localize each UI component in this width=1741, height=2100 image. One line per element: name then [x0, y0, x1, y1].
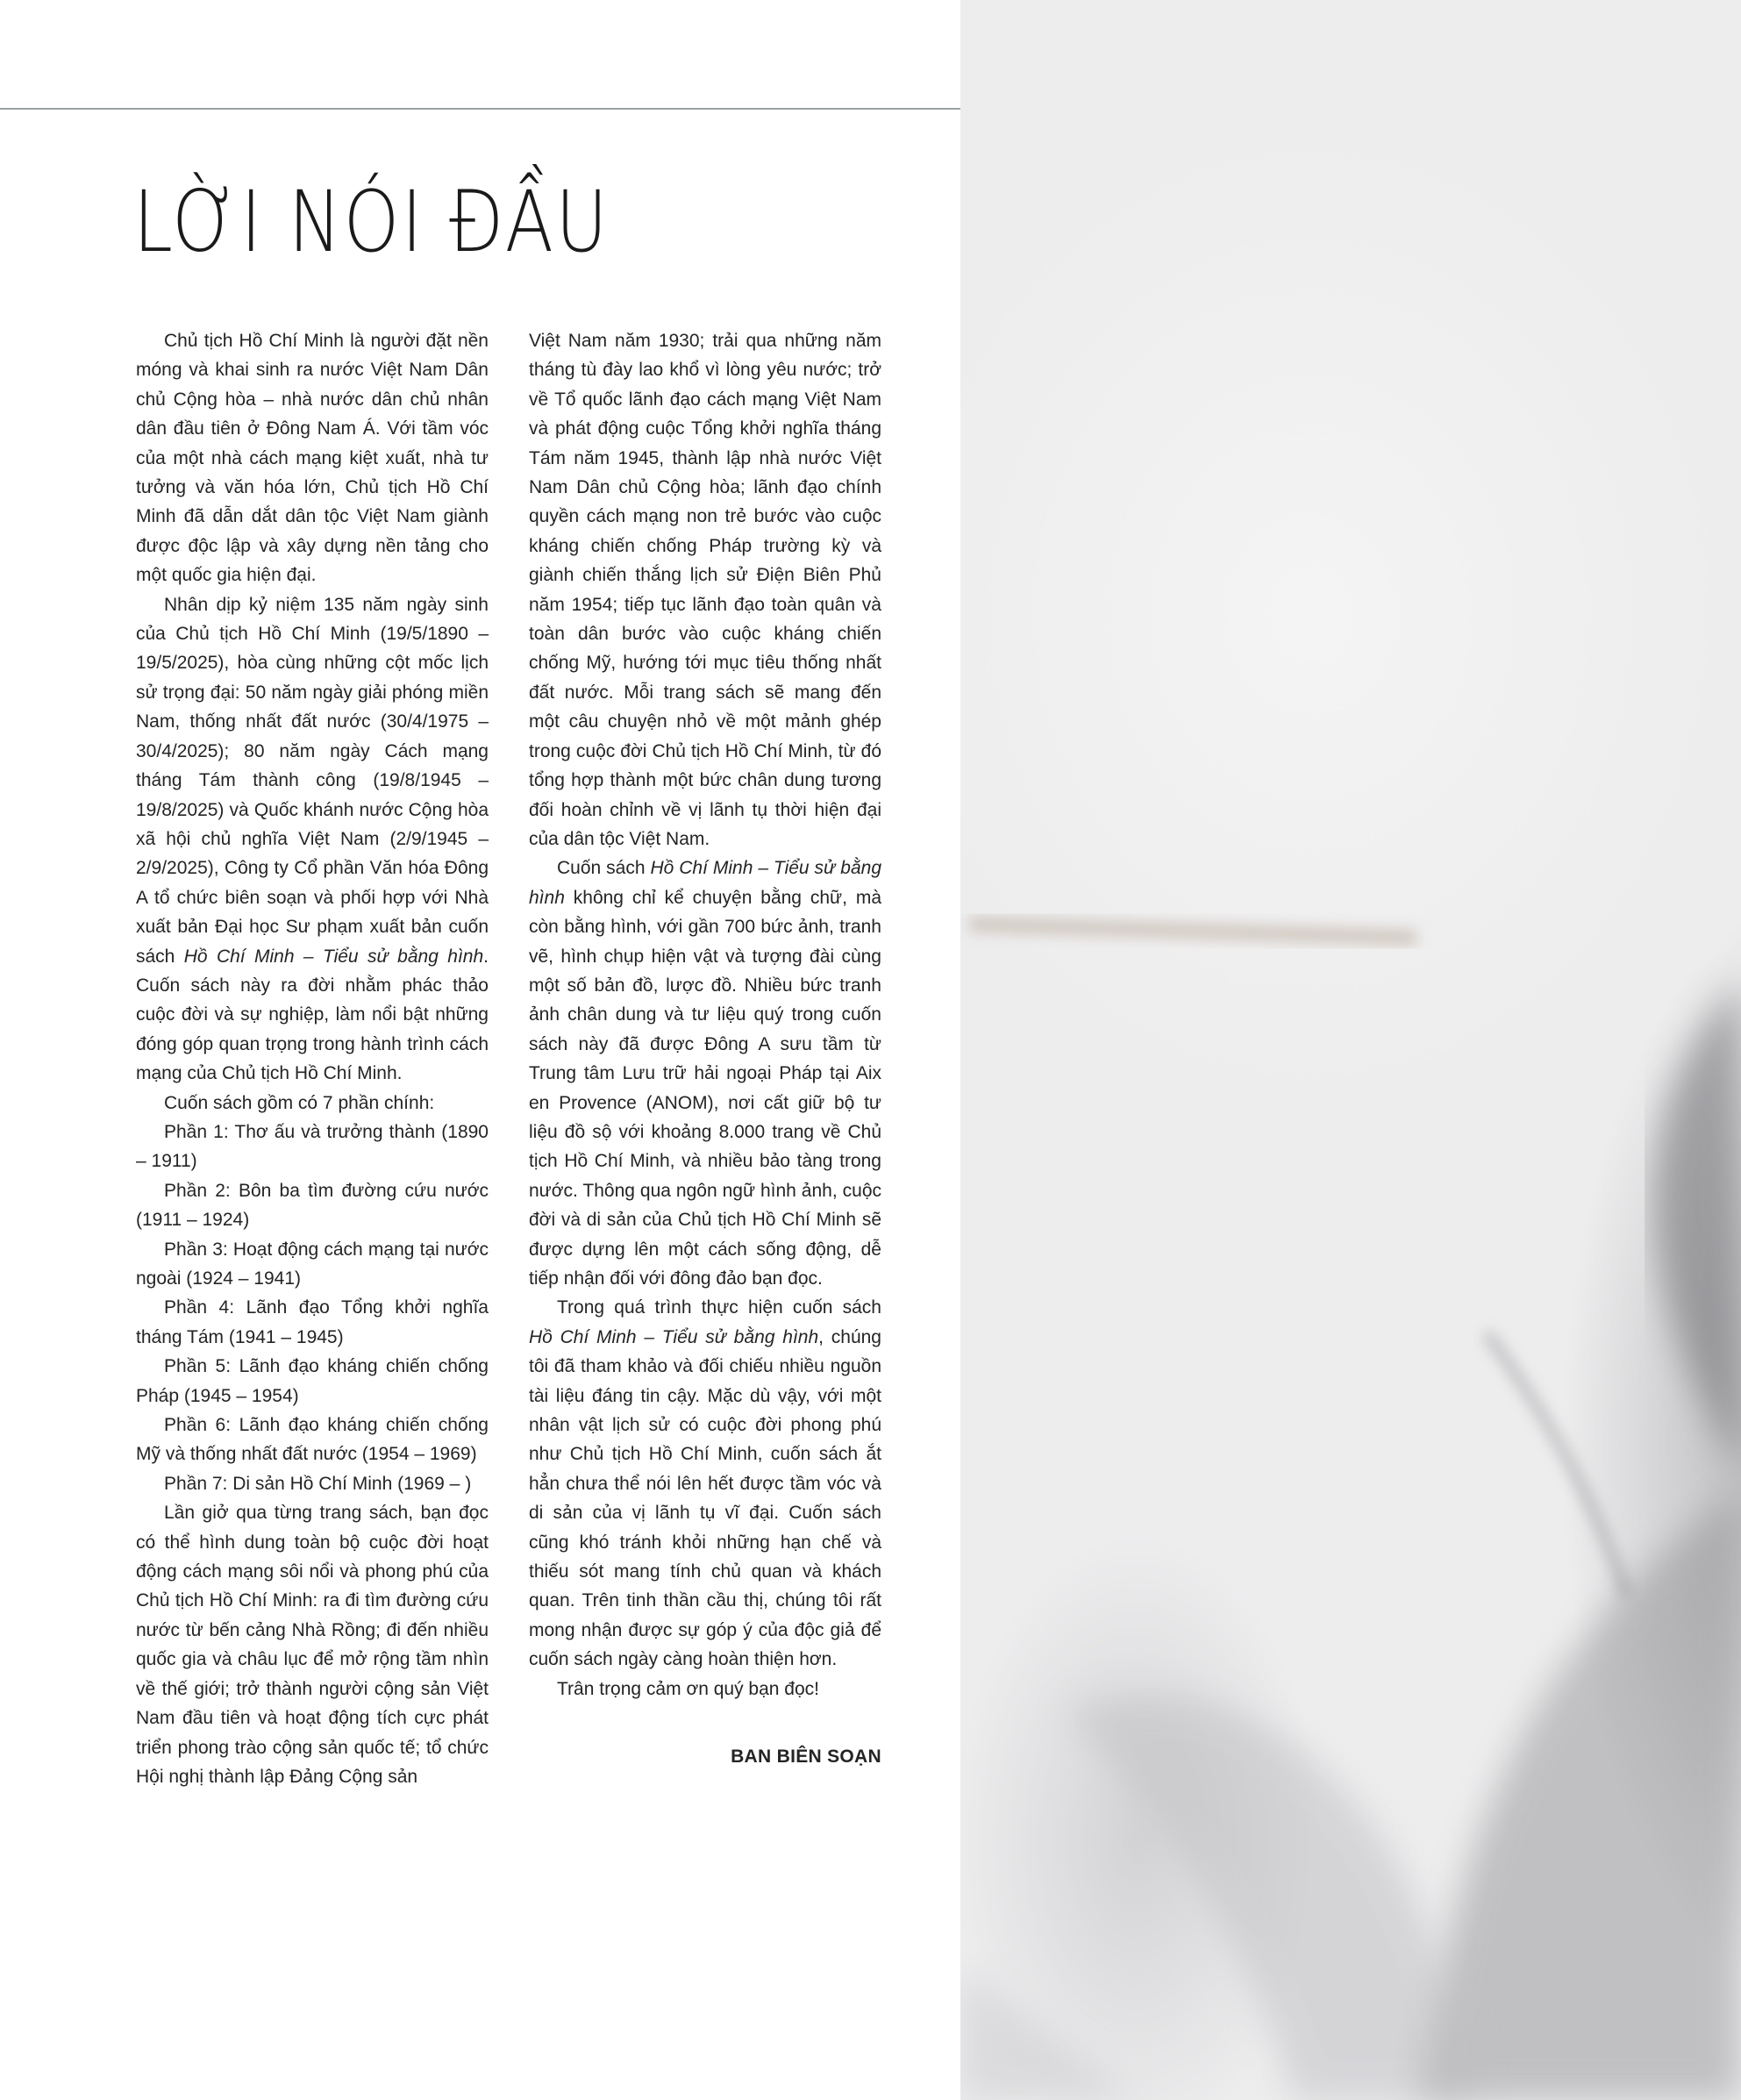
photo-streak: [969, 917, 1416, 946]
photo-shapes: [960, 0, 1741, 2100]
part-item-1: Phần 1: Thơ ấu và trưởng thành (1890 – 1911): [136, 1121, 489, 1172]
paragraph-anniversary: [136, 590, 489, 1089]
page-title: LỜI NÓI ĐẦU: [133, 173, 610, 271]
paragraph-sources: [529, 1293, 881, 1674]
part-item-3: Phần 3: Hoạt động cách mạng tại nước ngoài (1924 – 1941): [136, 1239, 489, 1289]
book-title-italic: Hồ Chí Minh – Tiểu sử bằng hình: [529, 1326, 819, 1347]
right-text-column: [529, 326, 881, 1772]
part-item-6: Phần 6: Lãnh đạo kháng chiến chống Mỹ và thống nhất đất nước (1954 – 1969): [136, 1415, 489, 1465]
paragraph-journey-continued: Việt Nam năm 1930; trải qua những năm tháng tù đày lao khổ vì lòng yêu nước; trở về Tổ quốc lãnh đạo cách mạng Việt Nam và phát động cuộc Tổng khởi nghĩa tháng Tám năm 1945, thành lập nhà nước Việt Nam Dân chủ Cộng hòa; lãnh đạo chính quyền cách mạng non trẻ bước vào cuộc kháng chiến chống Pháp trường kỳ và giành chiến thắng lịch sử Điện Biên Phủ năm 1954; tiếp tục lãnh đạo toàn quân và toàn dân bước vào cuộc kháng chiến chống Mỹ, hướng tới mục tiêu thống nhất đất nước. Mỗi trang sách sẽ mang đến một câu chuyện nhỏ về một mảnh ghép trong cuộc đời Chủ tịch Hồ Chí Minh, từ đó tổng hợp thành một bức chân dung tương đối hoàn chỉnh về vị lãnh tụ thời hiện đại của dân tộc Việt Nam.: [529, 331, 881, 849]
paragraph-thanks: Trân trọng cảm ơn quý bạn đọc!: [557, 1678, 819, 1699]
paragraph-journey: Lần giở qua từng trang sách, bạn đọc có thể hình dung toàn bộ cuộc đời hoạt động cách mạng sôi nổi và phong phú của Chủ tịch Hồ Chí Minh: ra đi tìm đường cứu nước từ bến cảng Nhà Rồng; đi đến nhiều quốc gia và châu lục để mở rộng tầm nhìn về thế giới; trở thành người cộng sản Việt Nam đầu tiên và hoạt động tích cực phát triển phong trào cộng sản quốc tế; tổ chức Hội nghị thành lập Đảng Cộng sản: [136, 1503, 489, 1787]
part-item-5: Phần 5: Lãnh đạo kháng chiến chống Pháp (1945 – 1954): [136, 1356, 489, 1406]
paragraph-text: . Cuốn sách này ra đời nhằm phác thảo cuộc đời và sự nghiệp, làm nổi bật những đóng góp quan trọng trong hành trình cách mạng của Chủ tịch Hồ Chí Minh.: [136, 946, 489, 1084]
book-title-italic: Hồ Chí Minh – Tiểu sử bằng hình: [529, 858, 882, 908]
photo-fold: [1416, 1491, 1741, 2100]
paragraph-text: Nhân dịp kỷ niệm 135 năm ngày sinh của Chủ tịch Hồ Chí Minh (19/5/1890 – 19/5/2025), hòa cùng những cột mốc lịch sử trọng đại: 50 năm ngày giải phóng miền Nam, thống nhất đất nước (30/4/1975 – 30/4/2025); 80 năm ngày Cách mạng tháng Tám thành công (19/8/1945 – 19/8/2025) và Quốc khánh nước Cộng hòa xã hội chủ nghĩa Việt Nam (2/9/1945 – 2/9/2025), Công ty Cổ phần Văn hóa Đông A tổ chức biên soạn và phối hợp với Nhà xuất bản Đại học Sư phạm xuất bản cuốn sách: [136, 594, 489, 967]
left-text-column: [136, 326, 489, 1791]
paragraph-text: , chúng tôi đã tham khảo và đối chiếu nhiều nguồn tài liệu đáng tin cậy. Mặc dù vậy, với một nhân vật lịch sử có cuộc đời phong phú như Chủ tịch Hồ Chí Minh, cuốn sách ắt hẳn chưa thể nói lên hết được tầm vóc và di sản của vị lãnh tụ vĩ đại. Cuốn sách cũng khó tránh khỏi những hạn chế và thiếu sót mang tính chủ quan và khách quan. Trên tinh thần cầu thị, chúng tôi rất mong nhận được sự góp ý của độc giả để cuốn sách ngày càng hoàn thiện hơn.: [529, 1326, 881, 1670]
paragraph-text: Trong quá trình thực hiện cuốn sách: [557, 1297, 881, 1318]
part-item-4: Phần 4: Lãnh đạo Tổng khởi nghĩa tháng Tám (1941 – 1945): [136, 1297, 489, 1347]
photo-fold: [1653, 982, 1741, 1474]
photo-fold: [960, 1965, 1136, 2100]
photo-fold-line: [1487, 1333, 1627, 1596]
paragraph-text: không chỉ kể chuyện bằng chữ, mà còn bằng hình, với gần 700 bức ảnh, tranh vẽ, hình chụp hiện vật và tượng đài cùng một số bản đồ, lược đồ. Nhiều bức tranh ảnh chân dung và tư liệu quý trong cuốn sách này đã được Đông A sưu tầm từ Trung tâm Lưu trữ hải ngoại Pháp tại Aix en Provence (ANOM), nơi cất giữ bộ tư liệu đồ sộ với khoảng 8.000 trang về Chủ tịch Hồ Chí Minh, và nhiều bảo tàng trong nước. Thông qua ngôn ngữ hình ảnh, cuộc đời và di sản của Chủ tịch Hồ Chí Minh sẽ được dựng lên một cách sống động, dễ tiếp nhận đối với đông đảo bạn đọc.: [529, 887, 881, 1289]
top-divider: [0, 108, 960, 110]
paragraph-parts-intro: Cuốn sách gồm có 7 phần chính:: [164, 1092, 435, 1113]
paragraph-text: Cuốn sách: [557, 858, 651, 879]
part-item-2: Phần 2: Bôn ba tìm đường cứu nước (1911 – 1924): [136, 1180, 489, 1231]
part-item-7: Phần 7: Di sản Hồ Chí Minh (1969 – ): [164, 1473, 472, 1494]
paragraph-intro: Chủ tịch Hồ Chí Minh là người đặt nền móng và khai sinh ra nước Việt Nam Dân chủ Cộng hòa – nhà nước dân chủ nhân dân đầu tiên ở Đông Nam Á. Với tầm vóc của một nhà cách mạng kiệt xuất, nhà tư tưởng và văn hóa lớn, Chủ tịch Hồ Chí Minh đã dẫn dắt dân tộc Việt Nam giành được độc lập và xây dựng nền tảng cho một quốc gia hiện đại.: [136, 331, 489, 586]
cover-photo: [960, 0, 1741, 2100]
photo-fold: [1066, 1695, 1478, 2100]
signature: BAN BIÊN SOẠN: [731, 1746, 881, 1768]
book-title-italic: Hồ Chí Minh – Tiểu sử bằng hình: [183, 946, 484, 967]
paragraph-images: [529, 854, 881, 1293]
